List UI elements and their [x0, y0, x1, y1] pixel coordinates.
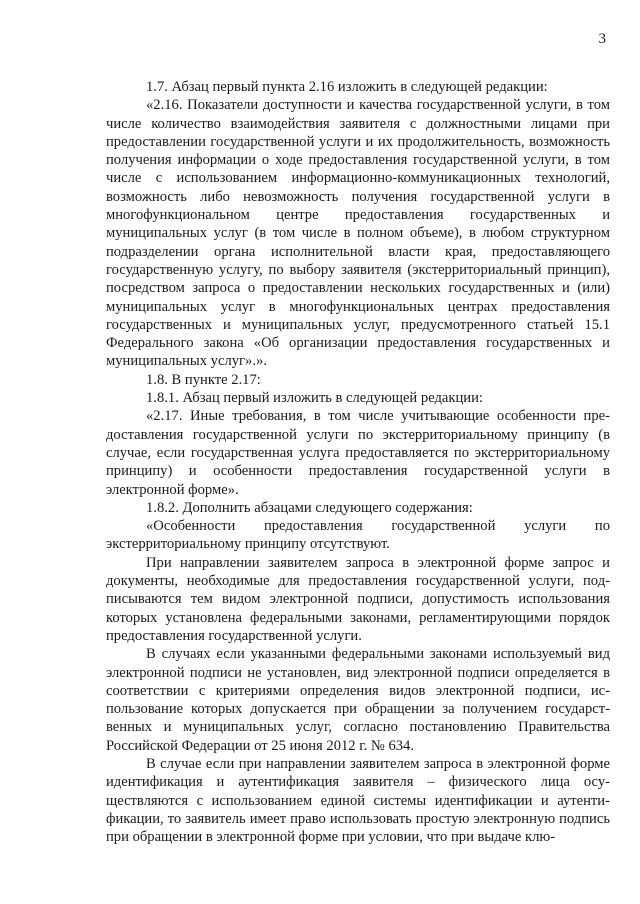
paragraph-2-16-text: «2.16. Показатели доступности и качества государственной услуги, в том числе количество взаимодействия заявителя с должностными лицами при предоставлении государственной услуги и их продолжительность, возможность получения информации о ходе предоставления государственной услуги, в том числе с использованием информационно-коммуникационных технологий, возможность либо невозможность получения государственной услуги в многофункциональном центре предоставления государственных и муниципальных услуг (в том числе в полном объеме), в любом структурном подразделении органа исполнительной власти края, предоставляющего государственную услугу, по выбору заявителя (экстерриториальный принцип), посредством запроса о предоставлении нескольких государственных и (или) муниципальных услуг в многофункциональных центрах предоставления государственных и муниципальных услуг, предусмотренного статьей 15.1 Федерального закона «Об организации предоставления государственных и муниципальных услуг».». [106, 97, 610, 370]
page-number: 3 [598, 31, 606, 47]
document-body [106, 78, 610, 846]
paragraph-signature-types: В случаях если указанными федеральными законами используемый вид электронной подписи не установлен, вид электронной подписи определяется в соответствии с критериями определения видов электронной подписи, использование которых допускается при обращении за получением государственных и муниципальных услуг, согласно постановлению Правительства Российской Федерации от 25 июня 2012 г. № 634. [106, 646, 610, 754]
paragraph-1-7: 1.7. Абзац первый пункта 2.16 изложить в следующей редакции: [146, 79, 548, 95]
paragraph-extraterritorial: «Особенности предоставления государственной услуги по экстерриториальному принципу отсутствуют. [106, 518, 610, 553]
paragraph-1-8-1: 1.8.1. Абзац первый изложить в следующей редакции: [146, 390, 483, 407]
paragraph-2-17-text: «2.17. Иные требования, в том числе учитывающие особенности предоставления государственной услуги по экстерриториальному принципу (в случае, если государственная услуга предоставляется по экстерриториальному принципу) и особенности предоставления государственной услуги в электронной форме». [106, 408, 610, 498]
paragraph-1-8: 1.8. В пункте 2.17: [146, 371, 261, 388]
paragraph-identification: В случае если при направлении заявителем запроса в электронной форме идентификация и аутентификация заявителя – физического лица осуществляются с использованием единой системы идентификации и аутентификации, то заявитель имеет право использовать простую электронную подпись при обращении в электронной форме при условии, что при выдаче клю- [106, 755, 610, 846]
paragraph-1-8-2: 1.8.2. Дополнить абзацами следующего содержания: [146, 499, 473, 516]
paragraph-electronic-signature: При направлении заявителем запроса в электронной форме запрос и документы, необходимые для предоставления государственной услуги, подписываются тем видом электронной подписи, допустимость использования которых установлена федеральными законами, регламентирующими порядок предоставления государственной услуги. [106, 554, 610, 644]
